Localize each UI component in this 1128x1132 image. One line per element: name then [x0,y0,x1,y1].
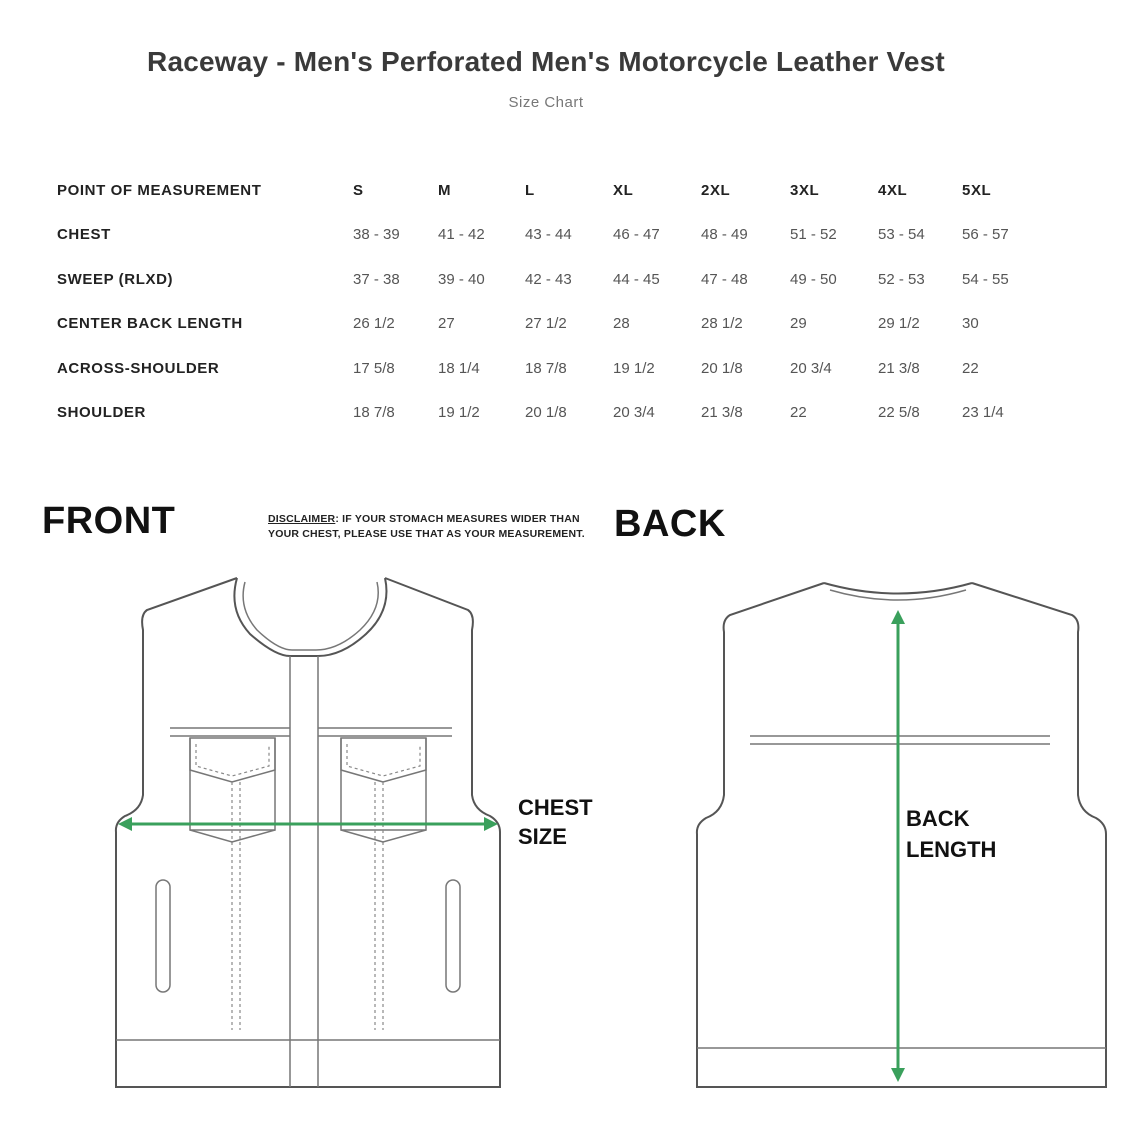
chest-size-line-1: CHEST [518,795,593,820]
size-chart-table [50,168,1050,435]
table-row [50,346,1050,391]
table-row [50,257,1050,302]
table-cell: 56 - 57 [962,226,1009,244]
table-cell: 30 [962,315,979,333]
table-cell: 54 - 55 [962,270,1009,288]
table-cell: 44 - 45 [613,270,660,288]
table-cell: 47 - 48 [701,270,748,288]
disclaimer-line-2: YOUR CHEST, PLEASE USE THAT AS YOUR MEASUREMENT. [268,528,585,540]
disclaimer-prefix: DISCLAIMER [268,513,336,525]
table-cell: 46 - 47 [613,226,660,244]
page-subtitle: Size Chart [508,94,584,111]
table-cell: 18 7/8 [525,359,567,377]
column-header: S [353,181,364,199]
table-row [50,213,1050,258]
row-label: SWEEP (RLXD) [57,270,174,288]
table-cell: 22 [790,404,807,422]
column-header: 2XL [701,181,731,199]
front-label: FRONT [42,500,176,542]
front-vest-illustration [116,578,500,1087]
table-cell: 20 3/4 [613,404,655,422]
table-cell: 28 [613,315,630,333]
table-cell: 19 1/2 [438,404,480,422]
table-cell: 29 1/2 [878,315,920,333]
table-cell: 19 1/2 [613,359,655,377]
row-label: CENTER BACK LENGTH [57,315,243,333]
disclaimer-line-1: : IF YOUR STOMACH MEASURES WIDER THAN [335,513,580,525]
back-vest-illustration [697,583,1106,1087]
table-cell: 20 1/8 [525,404,567,422]
column-header: M [438,181,452,199]
table-header-row [50,168,1050,213]
row-label: CHEST [57,226,111,244]
table-cell: 26 1/2 [353,315,395,333]
table-cell: 52 - 53 [878,270,925,288]
column-header: 3XL [790,181,820,199]
table-cell: 22 [962,359,979,377]
table-cell: 38 - 39 [353,226,400,244]
disclaimer [268,512,608,542]
table-row [50,302,1050,347]
column-header: POINT OF MEASUREMENT [57,181,262,199]
table-cell: 21 3/8 [701,404,743,422]
table-cell: 27 1/2 [525,315,567,333]
row-label: ACROSS-SHOULDER [57,359,220,377]
table-cell: 49 - 50 [790,270,837,288]
chest-size-line-2: SIZE [518,824,567,849]
table-cell: 37 - 38 [353,270,400,288]
vest-diagram [0,560,1128,1120]
back-length-arrow [891,610,905,1082]
back-length-line-1: BACK [906,806,970,831]
row-label: SHOULDER [57,404,146,422]
table-cell: 20 1/8 [701,359,743,377]
chest-size-arrow [118,817,498,831]
table-cell: 29 [790,315,807,333]
table-cell: 53 - 54 [878,226,925,244]
page-title: Raceway - Men's Perforated Men's Motorcycle Leather Vest [147,46,945,77]
table-cell: 39 - 40 [438,270,485,288]
table-cell: 51 - 52 [790,226,837,244]
table-cell: 17 5/8 [353,359,395,377]
table-cell: 21 3/8 [878,359,920,377]
table-cell: 23 1/4 [962,404,1004,422]
table-cell: 48 - 49 [701,226,748,244]
table-cell: 20 3/4 [790,359,832,377]
column-header: XL [613,181,634,199]
table-cell: 43 - 44 [525,226,572,244]
back-length-line-2: LENGTH [906,837,997,862]
table-cell: 18 1/4 [438,359,480,377]
column-header: L [525,181,535,199]
table-row [50,391,1050,436]
table-cell: 27 [438,315,455,333]
column-header: 4XL [878,181,908,199]
table-cell: 41 - 42 [438,226,485,244]
back-label: BACK [614,503,726,545]
table-cell: 18 7/8 [353,404,395,422]
table-cell: 42 - 43 [525,270,572,288]
column-header: 5XL [962,181,992,199]
table-cell: 28 1/2 [701,315,743,333]
table-cell: 22 5/8 [878,404,920,422]
